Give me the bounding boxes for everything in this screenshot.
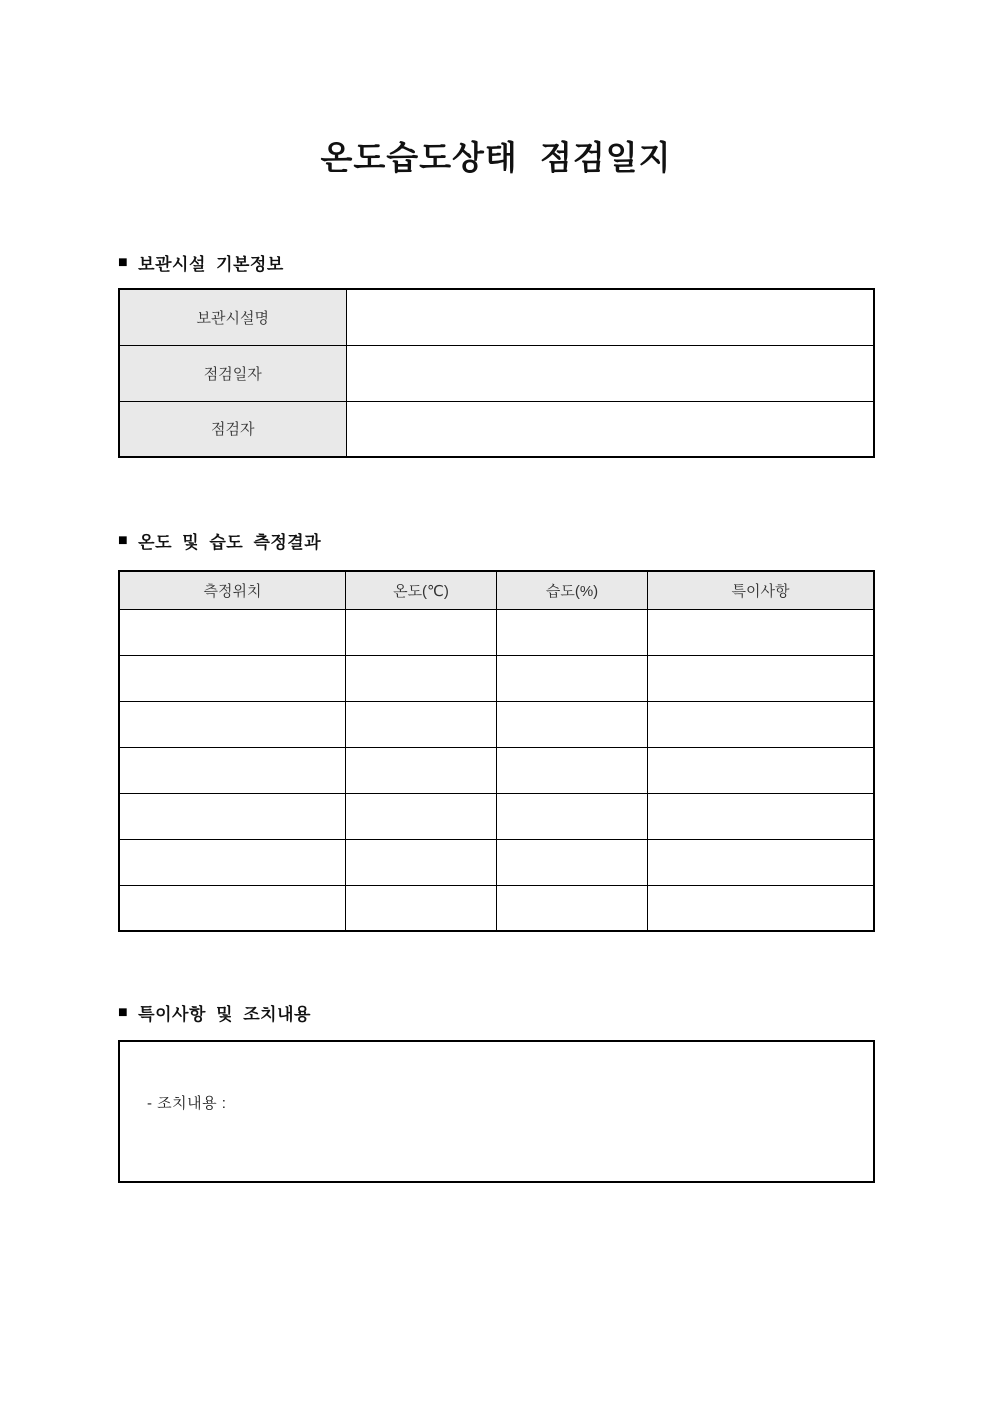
measurement-cell	[497, 793, 648, 839]
section-heading-label: 온도 및 습도 측정결과	[138, 533, 322, 552]
measurement-row	[119, 885, 874, 931]
measurement-cell	[119, 609, 346, 655]
measurement-cell	[119, 839, 346, 885]
measurement-cell	[119, 747, 346, 793]
measurement-cell	[648, 839, 875, 885]
facility-name-field	[346, 289, 874, 345]
measurement-cell	[346, 701, 497, 747]
measurement-cell	[648, 793, 875, 839]
measurement-row	[119, 655, 874, 701]
table-row	[119, 345, 874, 401]
measurement-cell	[119, 701, 346, 747]
measurement-cell	[346, 885, 497, 931]
column-header-temperature: 온도(℃)	[346, 571, 497, 609]
table-row	[119, 401, 874, 457]
measurement-row	[119, 747, 874, 793]
section-bullet-icon: ■	[118, 253, 129, 271]
section-heading-label: 특이사항 및 조치내용	[138, 1005, 311, 1024]
measurement-cell	[648, 747, 875, 793]
basic-info-table	[118, 288, 875, 458]
measurement-cell	[497, 701, 648, 747]
section-heading-measurements	[118, 528, 321, 553]
measurement-cell	[497, 655, 648, 701]
measurement-row	[119, 701, 874, 747]
measurement-cell	[346, 609, 497, 655]
measurement-cell	[346, 793, 497, 839]
measurement-cell	[497, 839, 648, 885]
measurement-table-body	[119, 609, 874, 931]
inspection-date-field	[346, 345, 874, 401]
measurement-row	[119, 839, 874, 885]
section-heading-basic-info	[118, 250, 284, 275]
page-title: 온도습도상태 점검일지	[320, 139, 672, 176]
section-heading-notes	[118, 1000, 311, 1025]
section-bullet-icon: ■	[118, 1003, 129, 1021]
measurement-cell	[119, 655, 346, 701]
measurement-cell	[346, 747, 497, 793]
measurement-cell	[346, 655, 497, 701]
notes-action-label: - 조치내용 :	[147, 1095, 227, 1112]
measurement-cell	[648, 885, 875, 931]
measurement-row	[119, 609, 874, 655]
section-heading-label: 보관시설 기본정보	[138, 255, 284, 274]
inspector-field	[346, 401, 874, 457]
inspector-label: 점검자	[119, 401, 346, 457]
measurement-table	[118, 570, 875, 932]
notes-box	[118, 1040, 875, 1183]
measurement-cell	[648, 655, 875, 701]
measurement-cell	[497, 747, 648, 793]
inspection-date-label: 점검일자	[119, 345, 346, 401]
facility-name-label: 보관시설명	[119, 289, 346, 345]
column-header-location: 측정위치	[119, 571, 346, 609]
column-header-remarks: 특이사항	[648, 571, 875, 609]
measurement-cell	[648, 701, 875, 747]
table-row	[119, 289, 874, 345]
column-header-humidity: 습도(%)	[497, 571, 648, 609]
measurement-header-row	[119, 571, 874, 609]
measurement-cell	[119, 793, 346, 839]
measurement-cell	[119, 885, 346, 931]
section-bullet-icon: ■	[118, 531, 129, 549]
measurement-cell	[346, 839, 497, 885]
measurement-row	[119, 793, 874, 839]
measurement-cell	[648, 609, 875, 655]
measurement-cell	[497, 609, 648, 655]
measurement-cell	[497, 885, 648, 931]
